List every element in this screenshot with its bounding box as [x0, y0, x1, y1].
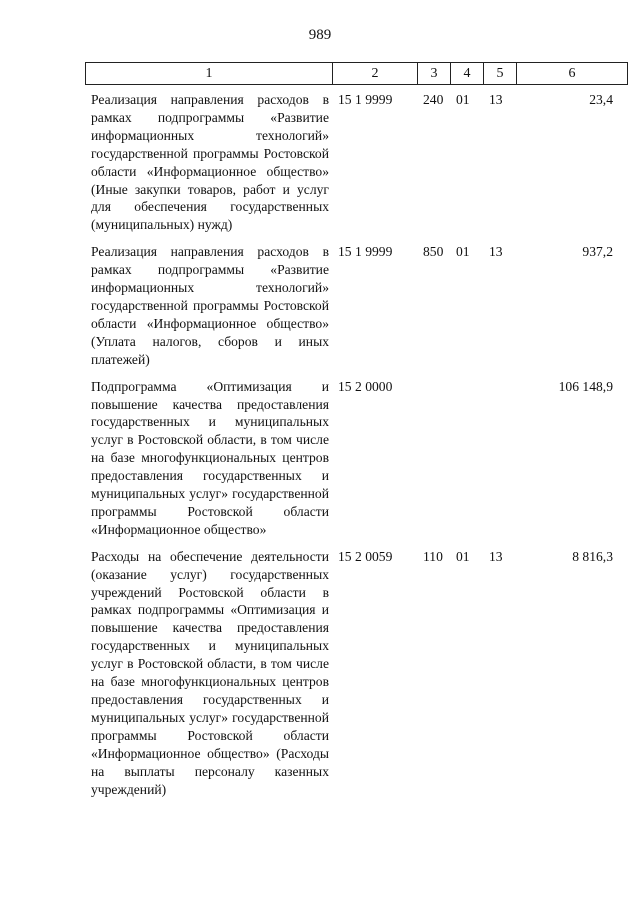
row-description: Реализация направления расходов в рамках подпрограммы «Развитие информационных технологий» государственной программы Ростовской области «Информационное общество» (Иные закупки товаров, работ и услуг для обеспечения государственных (муниципальных) нужд): [91, 92, 329, 233]
row-target-code: 15 1 9999: [338, 244, 393, 260]
row-section: 01: [456, 548, 470, 564]
header-col-4: 4: [451, 63, 484, 85]
header-col-3: 3: [418, 63, 451, 85]
row-target-code: 15 2 0000: [338, 378, 393, 394]
row-sum: 23,4: [589, 92, 613, 107]
table-row: [85, 548, 627, 799]
row-target-code: 15 1 9999: [338, 92, 393, 107]
row-expense-type: 110: [423, 548, 443, 564]
page-number: 989: [308, 27, 332, 43]
table-header: [85, 62, 628, 85]
row-expense-type: 850: [423, 244, 444, 260]
table-row: [85, 243, 627, 368]
header-col-2: 2: [333, 63, 418, 85]
row-description: Реализация направления расходов в рамках подпрограммы «Развитие информационных технологий» государственной программы Ростовской области «Информационное общество» (Уплата налогов, сборов и иных платежей): [91, 244, 329, 367]
row-sum: 106 148,9: [558, 378, 613, 394]
table-body: [85, 91, 627, 807]
row-expense-type: 240: [423, 92, 444, 107]
row-sum: 937,2: [582, 244, 613, 260]
row-section: 01: [456, 244, 470, 260]
table-row: [85, 91, 627, 234]
row-description: Расходы на обеспечение деятельности (оказание услуг) государственных учреждений Ростовской области в рамках подпрограммы «Оптимизация и повышение качества предоставления государственных и муниципальных услуг в Ростовской области, в том числе на базе многофункциональных центров предоставления государственных и муниципальных услуг» государственной программы Ростовской области «Информационное общество» (Расходы на выплаты персоналу казенных учреждений): [91, 548, 329, 797]
header-col-1: 1: [86, 63, 333, 85]
row-sum: 8 816,3: [572, 548, 613, 564]
row-subsection: 13: [489, 92, 503, 107]
header-col-5: 5: [484, 63, 517, 85]
row-subsection: 13: [489, 244, 503, 260]
table-row: [85, 378, 627, 539]
row-target-code: 15 2 0059: [338, 548, 393, 564]
row-section: 01: [456, 92, 470, 107]
row-description: Подпрограмма «Оптимизация и повышение качества предоставления государственных и муниципальных услуг в Ростовской области, в том числе на базе многофункциональных центров предоставления государственных и муниципальных услуг» государственной программы Ростовской области «Информационное общество»: [91, 378, 329, 537]
row-subsection: 13: [489, 548, 503, 564]
header-col-6: 6: [517, 63, 628, 85]
